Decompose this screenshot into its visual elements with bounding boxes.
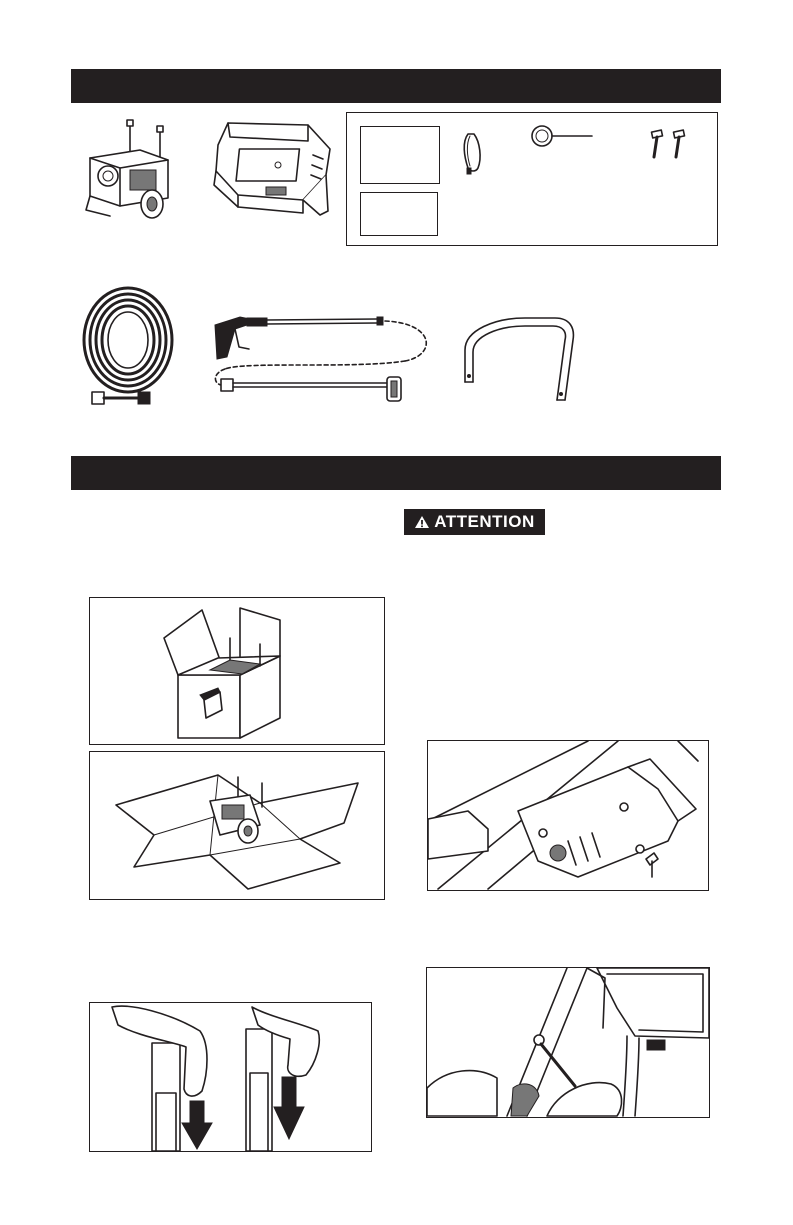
section-header-parts: [71, 69, 721, 103]
spray-gun-wand-illustration: [205, 305, 440, 410]
attention-text: ATTENTION: [434, 512, 535, 531]
attention-label: [404, 509, 545, 535]
section-header-assembly: [71, 456, 721, 490]
zip-tie-icon: [458, 128, 488, 176]
tighten-bolt-illustration: [427, 968, 709, 1117]
insert-handles-illustration: [90, 1003, 371, 1151]
bracket-bolt-illustration: [428, 741, 708, 890]
u-handle-illustration: [455, 310, 585, 410]
unfolded-box-illustration: [110, 755, 370, 895]
open-box-illustration: [160, 600, 300, 740]
warning-triangle-icon: [414, 515, 430, 529]
soap-filter-icon: [530, 124, 596, 152]
hardware-card-1: [360, 126, 440, 184]
handle-bracket-illustration: [208, 115, 338, 230]
hose-coil-illustration: [78, 282, 178, 407]
hardware-card-2: [360, 192, 438, 236]
bolts-icon: [648, 130, 692, 160]
engine-illustration: [80, 118, 180, 223]
